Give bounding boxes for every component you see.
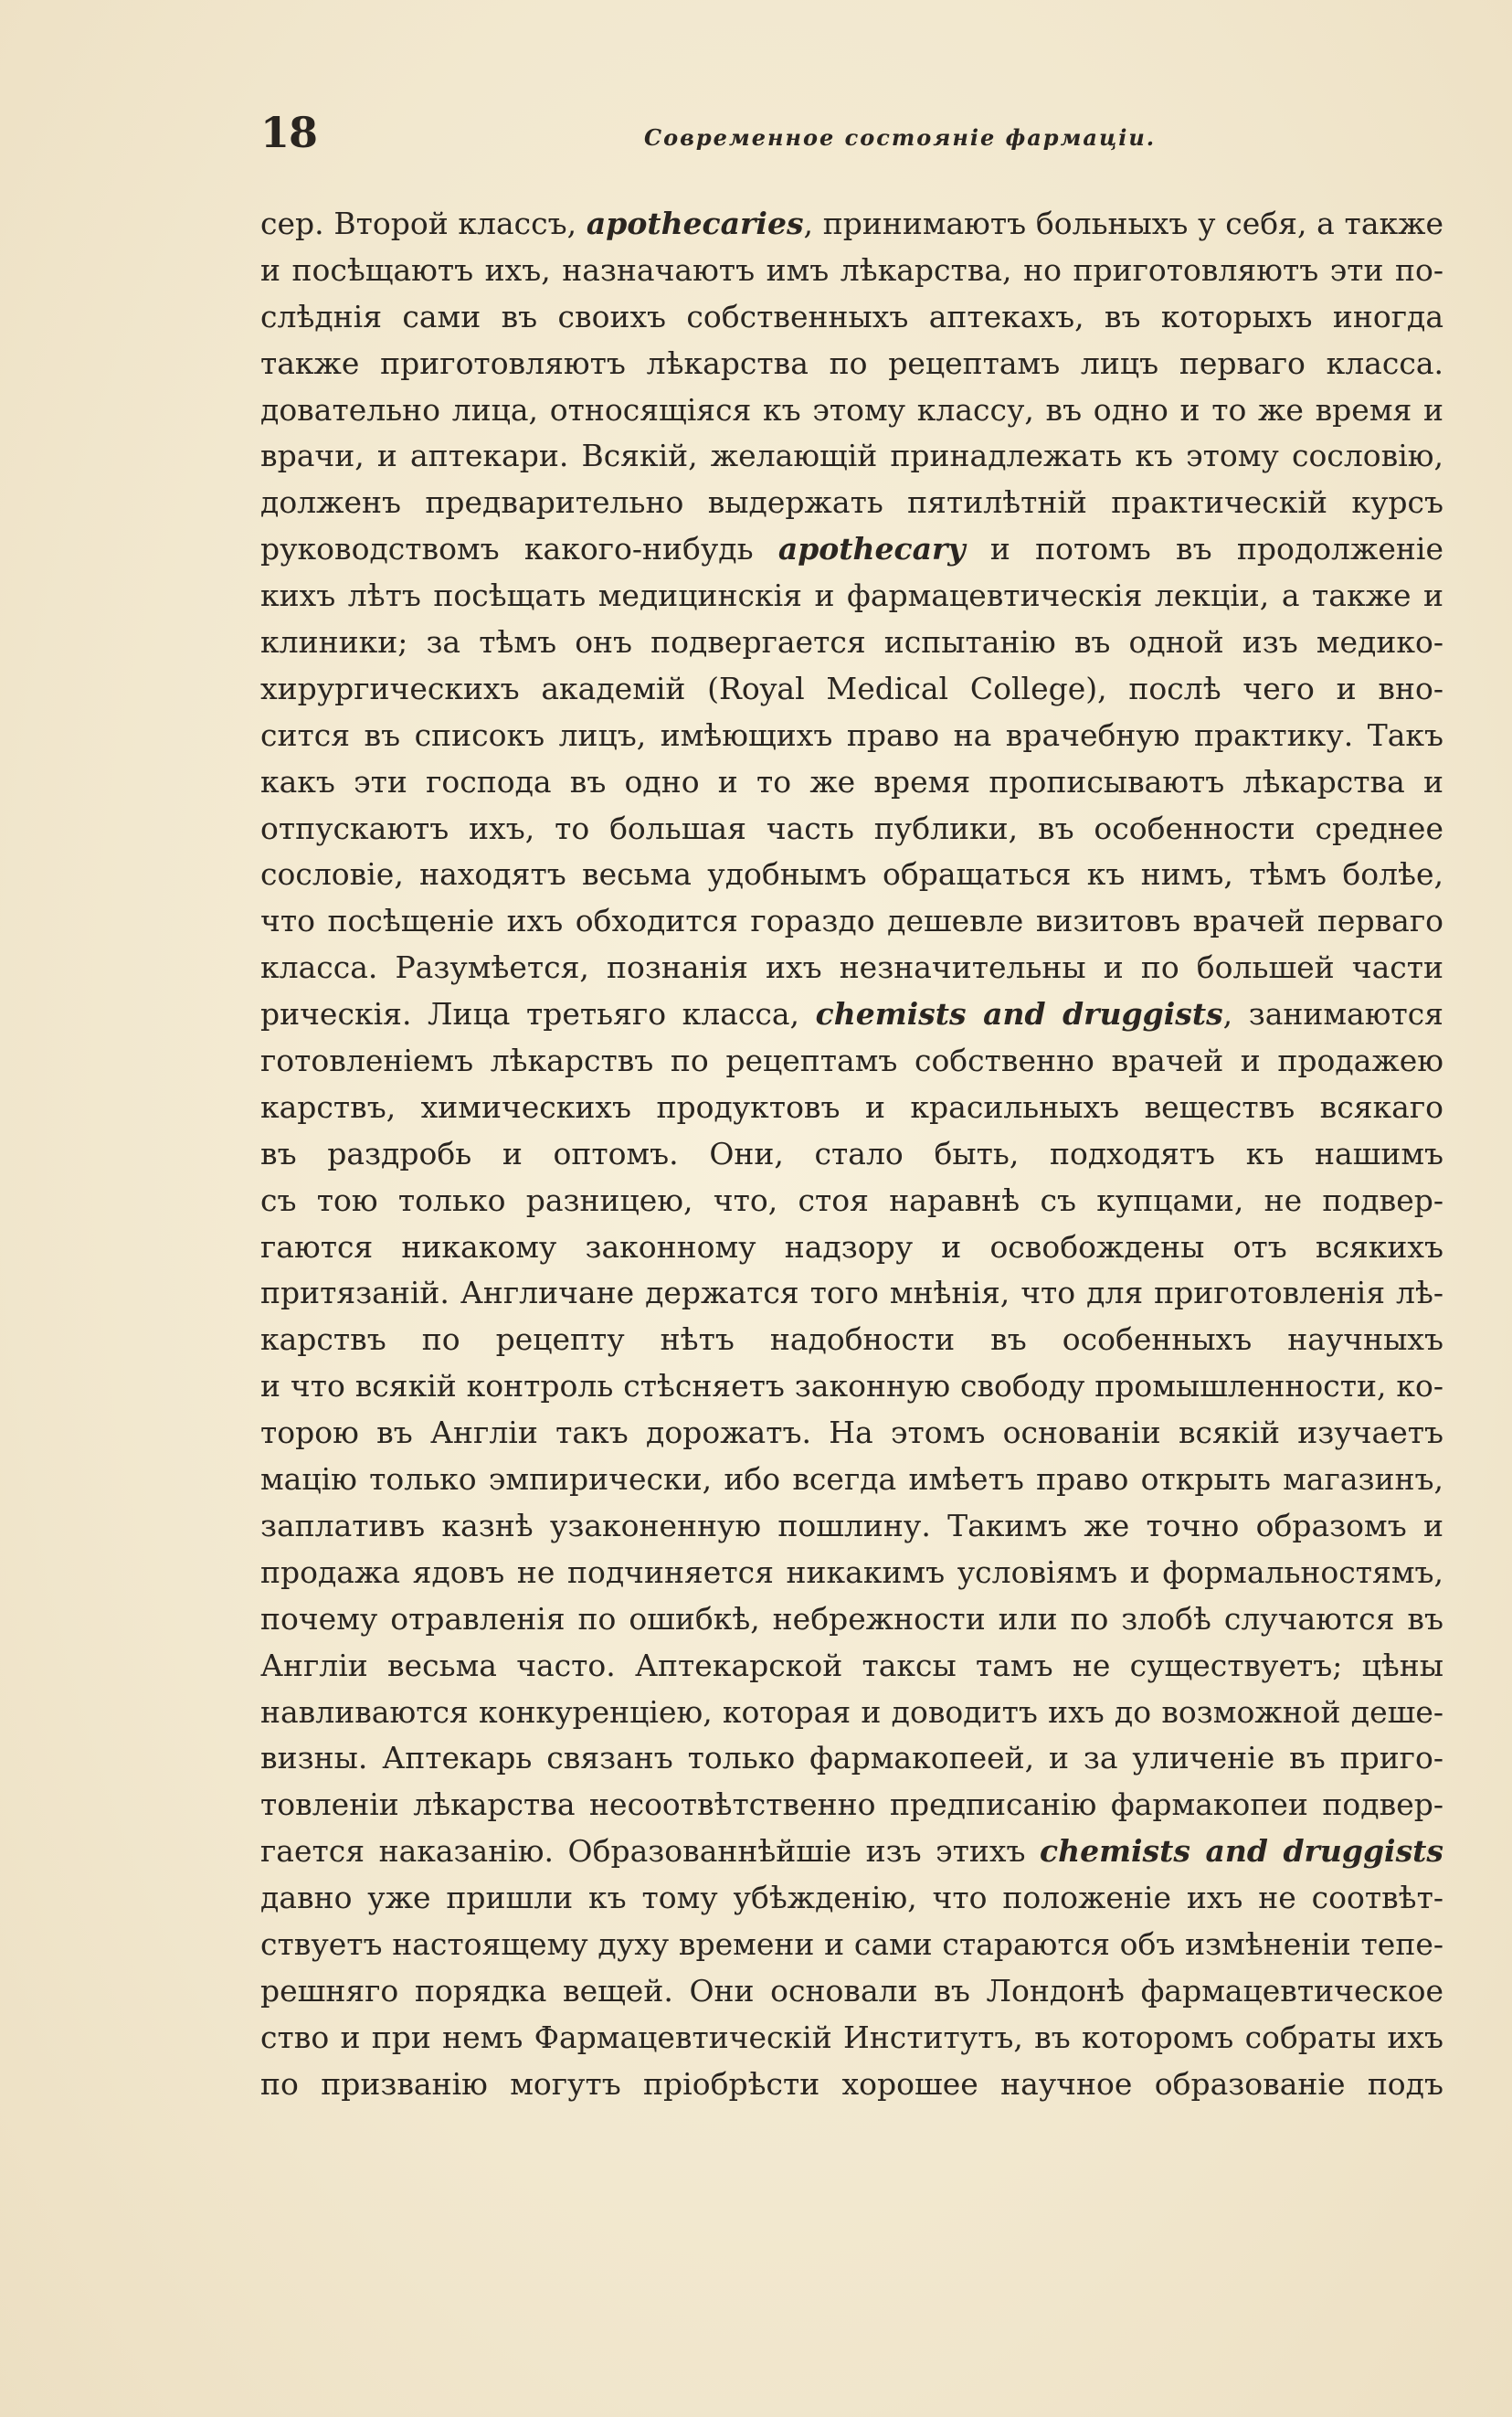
text-segment: притязаній. Англичане держатся того мнѣнія, что для приготовленія лѣ- xyxy=(260,1275,1443,1311)
text-line xyxy=(260,294,1443,341)
text-line xyxy=(260,1690,1443,1736)
text-segment: какъ эти господа въ одно и то же время прописываютъ лѣкарства и xyxy=(260,763,1443,800)
text-segment: готовленіемъ лѣкарствъ по рецептамъ собственно врачей и продажею xyxy=(260,1043,1443,1079)
text-line xyxy=(260,201,1443,248)
text-line xyxy=(260,1735,1443,1782)
text-line xyxy=(260,1782,1443,1829)
text-segment: сословіе, находятъ весьма удобнымъ обращаться къ нимъ, тѣмъ болѣе, xyxy=(260,856,1443,893)
text-segment: рическія. Лица третьяго класса, xyxy=(260,996,816,1033)
text-segment: отпускаютъ ихъ, то большая часть публики, въ особенности среднее xyxy=(260,810,1443,846)
text-line xyxy=(260,945,1443,991)
text-line xyxy=(260,1317,1443,1363)
text-line xyxy=(260,991,1443,1038)
foreign-term: apothecary xyxy=(777,531,966,567)
text-segment: хирургическихъ академій (Royal Medical College), послѣ чего и вно- xyxy=(260,670,1443,706)
text-segment: съ тою только разницею, что, стоя наравнѣ съ купцами, не подвер- xyxy=(260,1182,1443,1218)
text-line xyxy=(260,1038,1443,1085)
text-segment: ство и при немъ Фармацевтическій Институтъ, въ которомъ собраты ихъ xyxy=(260,2019,1443,2055)
text-line xyxy=(260,1550,1443,1596)
text-segment: и потомъ въ продолженіе xyxy=(989,531,1443,567)
text-segment: клиники; за тѣмъ онъ подвергается испытанію въ одной изъ медико- xyxy=(260,624,1443,661)
text-line xyxy=(260,573,1443,620)
foreign-term: chemists and druggists xyxy=(1039,1833,1443,1870)
text-line xyxy=(260,1224,1443,1271)
text-line xyxy=(260,620,1443,666)
running-title: Современное состояніе фармаціи. xyxy=(644,124,1157,151)
text-line xyxy=(260,341,1443,387)
text-segment: по призванію могутъ пріобрѣсти хорошее научное образованіе подъ xyxy=(260,2065,1443,2102)
text-segment: довательно лица, относящіяся къ этому классу, въ одно и то же время и xyxy=(260,391,1443,428)
text-line xyxy=(260,1968,1443,2015)
text-segment: , принимаютъ больныхъ у себя, а также xyxy=(803,206,1443,241)
text-line xyxy=(260,387,1443,434)
text-line xyxy=(260,713,1443,759)
text-line xyxy=(260,2015,1443,2062)
text-line xyxy=(260,1643,1443,1690)
text-line xyxy=(260,1270,1443,1317)
text-line xyxy=(260,2062,1443,2108)
text-line xyxy=(260,1596,1443,1643)
text-line xyxy=(260,433,1443,480)
text-line xyxy=(260,1410,1443,1457)
foreign-term: apothecaries xyxy=(586,206,804,241)
text-segment: слѣднія сами въ своихъ собственныхъ аптекахъ, въ которыхъ иногда xyxy=(260,298,1443,334)
text-segment: врачи, и аптекари. Всякій, желающій принадлежать къ этому сословію, xyxy=(260,438,1443,474)
text-line xyxy=(260,1457,1443,1503)
text-line xyxy=(260,1829,1443,1875)
text-segment: давно уже пришли къ тому убѣжденію, что положеніе ихъ не соотвѣт- xyxy=(260,1880,1443,1916)
text-segment: продажа ядовъ не подчиняется никакимъ условіямъ и формальностямъ, xyxy=(260,1553,1443,1590)
text-segment: товленіи лѣкарства несоотвѣтственно предписанію фармакопеи подвер- xyxy=(260,1786,1443,1823)
text-line xyxy=(260,480,1443,526)
text-line xyxy=(260,806,1443,853)
text-segment: долженъ предварительно выдержать пятилѣтній практическій курсъ xyxy=(260,484,1443,521)
text-segment: ствуетъ настоящему духу времени и сами стараются объ измѣненіи тепе- xyxy=(260,1925,1443,1962)
text-segment: что посѣщеніе ихъ обходится гораздо дешевле визитовъ врачей перваго xyxy=(260,903,1443,939)
text-segment: визны. Аптекарь связанъ только фармакопеей, и за уличеніе въ приго- xyxy=(260,1740,1443,1776)
text-line xyxy=(260,1875,1443,1922)
text-segment: гается наказанію. Образованнѣйшіе изъ этихъ xyxy=(260,1833,1040,1870)
text-line xyxy=(260,248,1443,294)
text-segment: гаются никакому законному надзору и освобождены отъ всякихъ xyxy=(260,1228,1443,1265)
text-line xyxy=(260,898,1443,945)
text-line xyxy=(260,1131,1443,1178)
text-segment: и что всякій контроль стѣсняетъ законную свободу промышленности, ко- xyxy=(260,1368,1443,1405)
foreign-term: chemists and druggists xyxy=(815,996,1223,1033)
text-segment: решняго порядка вещей. Они основали въ Лондонѣ фармацевтическое xyxy=(260,1972,1443,2009)
text-line xyxy=(260,759,1443,806)
text-segment: карствъ, химическихъ продуктовъ и красильныхъ веществъ всякаго xyxy=(260,1088,1443,1125)
page-number: 18 xyxy=(260,108,318,157)
text-line xyxy=(260,1178,1443,1224)
text-segment: сится въ списокъ лицъ, имѣющихъ право на врачебную практику. Такъ xyxy=(260,716,1443,753)
text-segment: руководствомъ какого-нибудь xyxy=(260,531,778,567)
text-line xyxy=(260,1503,1443,1550)
text-segment: Англіи весьма часто. Аптекарской таксы тамъ не существуетъ; цѣны xyxy=(260,1647,1443,1683)
text-line xyxy=(260,1363,1443,1410)
page-header xyxy=(260,108,1457,163)
text-segment: кихъ лѣтъ посѣщать медицинскія и фармацевтическія лекціи, а также и xyxy=(260,578,1443,614)
text-line xyxy=(260,526,1443,573)
text-segment: класса. Разумѣется, познанія ихъ незначительны и по большей части xyxy=(260,949,1443,986)
text-segment: , занимаются xyxy=(1222,996,1443,1033)
body-text xyxy=(260,201,1443,2108)
text-segment: навливаются конкуренціею, которая и доводитъ ихъ до возможной деше- xyxy=(260,1693,1443,1730)
text-line xyxy=(260,1922,1443,1968)
text-line xyxy=(260,852,1443,898)
text-segment: карствъ по рецепту нѣтъ надобности въ особенныхъ научныхъ xyxy=(260,1321,1443,1358)
text-line xyxy=(260,1085,1443,1131)
text-segment: въ раздробь и оптомъ. Они, стало быть, подходятъ къ нашимъ xyxy=(260,1135,1443,1171)
text-segment: мацію только эмпирически, ибо всегда имѣетъ право открыть магазинъ, xyxy=(260,1461,1443,1498)
text-segment: и посѣщаютъ ихъ, назначаютъ имъ лѣкарства, но приготовляютъ эти по- xyxy=(260,251,1443,288)
text-segment: сер. Второй классъ, xyxy=(260,206,587,241)
text-segment: почему отравленія по ошибкѣ, небрежности или по злобѣ случаются въ xyxy=(260,1600,1443,1637)
text-segment: заплативъ казнѣ узаконенную пошлину. Такимъ же точно образомъ и xyxy=(260,1507,1443,1543)
text-segment: торою въ Англіи такъ дорожатъ. На этомъ основаніи всякій изучаетъ xyxy=(260,1415,1443,1451)
text-segment: также приготовляютъ лѣкарства по рецептамъ лицъ перваго класса. xyxy=(260,345,1443,381)
text-line xyxy=(260,666,1443,713)
